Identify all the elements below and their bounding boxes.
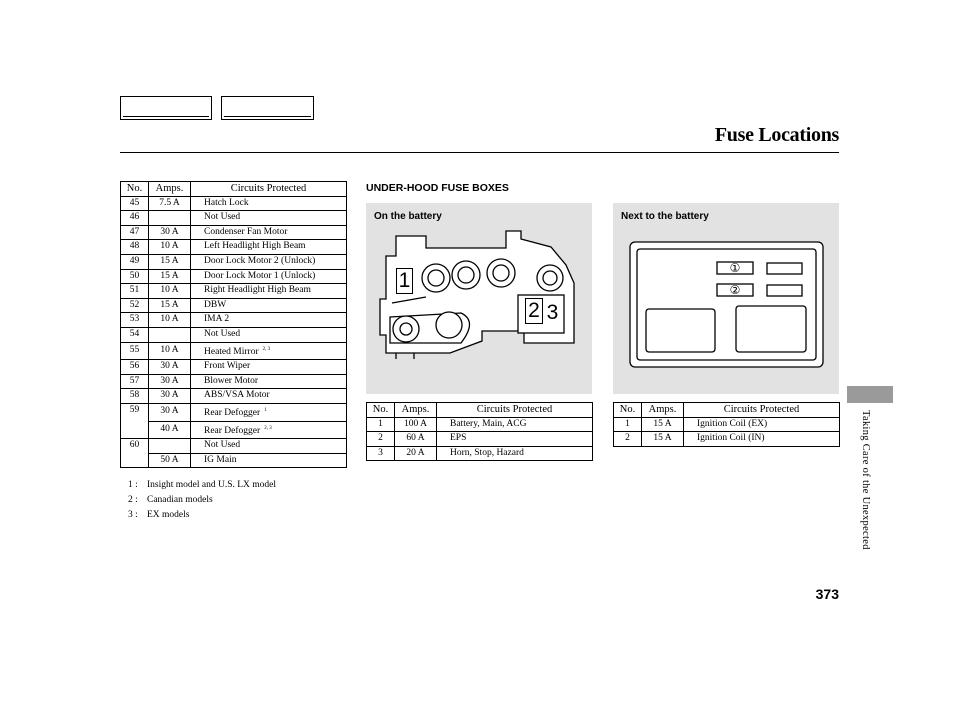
cell-amps: 30 A — [149, 360, 191, 375]
footnote-mark: 1 : — [128, 480, 138, 490]
cell-circuit: Not Used — [191, 439, 347, 454]
cell-no: 54 — [121, 327, 149, 342]
table-row — [367, 432, 593, 447]
cell-amps — [149, 327, 191, 342]
table-row — [121, 327, 347, 342]
footnote-ref: 2, 3 — [262, 346, 271, 352]
fuse-table-next — [613, 402, 840, 447]
table-header-row — [121, 182, 347, 197]
cell-circuit: Not Used — [191, 327, 347, 342]
battery-fuse-box-diagram — [366, 203, 592, 394]
table-row — [121, 298, 347, 313]
footnote-item — [128, 493, 276, 508]
footnote-text: Insight model and U.S. LX model — [147, 480, 277, 490]
footnotes — [128, 478, 276, 523]
table-row — [121, 389, 347, 404]
table-row — [121, 313, 347, 328]
section-heading: UNDER-HOOD FUSE BOXES — [366, 182, 509, 194]
cell-amps: 10 A — [149, 313, 191, 328]
table-row — [121, 240, 347, 255]
column-header-circuits: Circuits Protected — [684, 403, 840, 418]
cell-amps: 30 A — [149, 389, 191, 404]
cell-amps: 10 A — [149, 240, 191, 255]
cell-no: 52 — [121, 298, 149, 313]
column-header-no: No. — [614, 403, 642, 418]
cell-circuit: Horn, Stop, Hazard — [437, 446, 593, 461]
column-header-amps: Amps. — [395, 403, 437, 418]
cell-circuit: Door Lock Motor 1 (Unlock) — [191, 269, 347, 284]
cell-amps: 30 A — [149, 374, 191, 389]
cell-amps: 100 A — [395, 417, 437, 432]
cell-no: 1 — [614, 417, 642, 432]
cell-circuit-with-note — [191, 342, 347, 360]
cell-no: 58 — [121, 389, 149, 404]
fuse-table-main — [120, 181, 347, 468]
cell-no: 45 — [121, 196, 149, 211]
cell-no: 1 — [367, 417, 395, 432]
cell-circuit: DBW — [191, 298, 347, 313]
cell-circuit: Rear Defogger — [204, 407, 261, 418]
table-header-row — [367, 403, 593, 418]
table-row — [121, 225, 347, 240]
title-rule — [120, 152, 839, 153]
column-header-circuits: Circuits Protected — [191, 182, 347, 197]
table-row — [121, 403, 347, 421]
table-row — [121, 439, 347, 454]
battery-callout-2: 2 — [525, 298, 543, 324]
table-row — [121, 211, 347, 226]
cell-no: 48 — [121, 240, 149, 255]
cell-amps: 40 A — [149, 421, 191, 439]
table-row — [121, 453, 347, 468]
page-number: 373 — [815, 586, 839, 602]
table-row — [614, 417, 840, 432]
cell-no: 55 — [121, 342, 149, 360]
footnote-ref: 1 — [264, 407, 267, 413]
cell-circuit-with-note — [191, 421, 347, 439]
cell-no: 50 — [121, 269, 149, 284]
battery-callout-1: 1 — [396, 268, 413, 294]
relay-callout-1: ① — [729, 261, 741, 275]
cell-circuit: Ignition Coil (EX) — [684, 417, 840, 432]
cell-amps: 50 A — [149, 453, 191, 468]
footnote-text: Canadian models — [147, 495, 213, 505]
relay-callout-2: ② — [729, 283, 741, 297]
cell-circuit: Hatch Lock — [191, 196, 347, 211]
table-row — [121, 196, 347, 211]
column-header-circuits: Circuits Protected — [437, 403, 593, 418]
footnote-item — [128, 478, 276, 493]
table-header-row — [614, 403, 840, 418]
cell-circuit: Left Headlight High Beam — [191, 240, 347, 255]
column-header-no: No. — [121, 182, 149, 197]
footnote-mark: 3 : — [128, 510, 138, 520]
cell-circuit: Rear Defogger — [204, 425, 261, 436]
table-row — [121, 284, 347, 299]
panel-label: On the battery — [374, 211, 442, 222]
footnote-mark: 2 : — [128, 495, 138, 505]
cell-amps: 60 A — [395, 432, 437, 447]
column-header-no: No. — [367, 403, 395, 418]
cell-amps: 15 A — [149, 269, 191, 284]
cell-circuit: Battery, Main, ACG — [437, 417, 593, 432]
table-row — [367, 446, 593, 461]
cell-amps: 15 A — [149, 254, 191, 269]
panel-label: Next to the battery — [621, 211, 709, 222]
cell-circuit: IMA 2 — [191, 313, 347, 328]
page-title: Fuse Locations — [714, 124, 839, 146]
nav-box-left[interactable] — [120, 96, 212, 120]
table-row — [121, 269, 347, 284]
column-header-amps: Amps. — [642, 403, 684, 418]
cell-circuit: ABS/VSA Motor — [191, 389, 347, 404]
cell-circuit-with-note — [191, 403, 347, 421]
cell-no: 2 — [614, 432, 642, 447]
cell-circuit: Right Headlight High Beam — [191, 284, 347, 299]
cell-circuit: IG Main — [191, 453, 347, 468]
battery-fuse-panel — [366, 203, 592, 394]
cell-amps: 30 A — [149, 225, 191, 240]
table-row — [614, 432, 840, 447]
cell-no: 56 — [121, 360, 149, 375]
next-to-battery-panel — [613, 203, 839, 394]
cell-amps — [149, 439, 191, 454]
cell-amps: 7.5 A — [149, 196, 191, 211]
footnote-item — [128, 508, 276, 523]
table-row — [121, 254, 347, 269]
cell-circuit: Heated Mirror — [204, 346, 259, 357]
nav-box-right[interactable] — [221, 96, 314, 120]
section-tab — [847, 386, 893, 403]
cell-circuit: Door Lock Motor 2 (Unlock) — [191, 254, 347, 269]
cell-amps: 15 A — [149, 298, 191, 313]
relay-box-diagram — [613, 203, 839, 394]
table-row — [367, 417, 593, 432]
table-row — [121, 374, 347, 389]
cell-no: 60 — [121, 439, 149, 468]
cell-no: 3 — [367, 446, 395, 461]
cell-circuit: Not Used — [191, 211, 347, 226]
footnote-ref: 2, 3 — [264, 425, 272, 431]
cell-amps: 15 A — [642, 417, 684, 432]
cell-no: 47 — [121, 225, 149, 240]
column-header-amps: Amps. — [149, 182, 191, 197]
table-row — [121, 360, 347, 375]
cell-amps: 10 A — [149, 284, 191, 299]
cell-amps: 10 A — [149, 342, 191, 360]
cell-circuit: Front Wiper — [191, 360, 347, 375]
cell-no: 53 — [121, 313, 149, 328]
cell-amps — [149, 211, 191, 226]
cell-no: 59 — [121, 403, 149, 438]
cell-amps: 15 A — [642, 432, 684, 447]
section-side-label: Taking Care of the Unexpected — [860, 410, 871, 550]
footnote-text: EX models — [147, 510, 190, 520]
table-row — [121, 342, 347, 360]
cell-no: 49 — [121, 254, 149, 269]
battery-callout-3: 3 — [546, 301, 559, 324]
table-row — [121, 421, 347, 439]
cell-amps: 20 A — [395, 446, 437, 461]
cell-no: 57 — [121, 374, 149, 389]
cell-circuit: Blower Motor — [191, 374, 347, 389]
cell-no: 2 — [367, 432, 395, 447]
cell-circuit: EPS — [437, 432, 593, 447]
cell-no: 51 — [121, 284, 149, 299]
fuse-table-battery — [366, 402, 593, 461]
cell-no: 46 — [121, 211, 149, 226]
cell-amps: 30 A — [149, 403, 191, 421]
cell-circuit: Ignition Coil (IN) — [684, 432, 840, 447]
cell-circuit: Condenser Fan Motor — [191, 225, 347, 240]
